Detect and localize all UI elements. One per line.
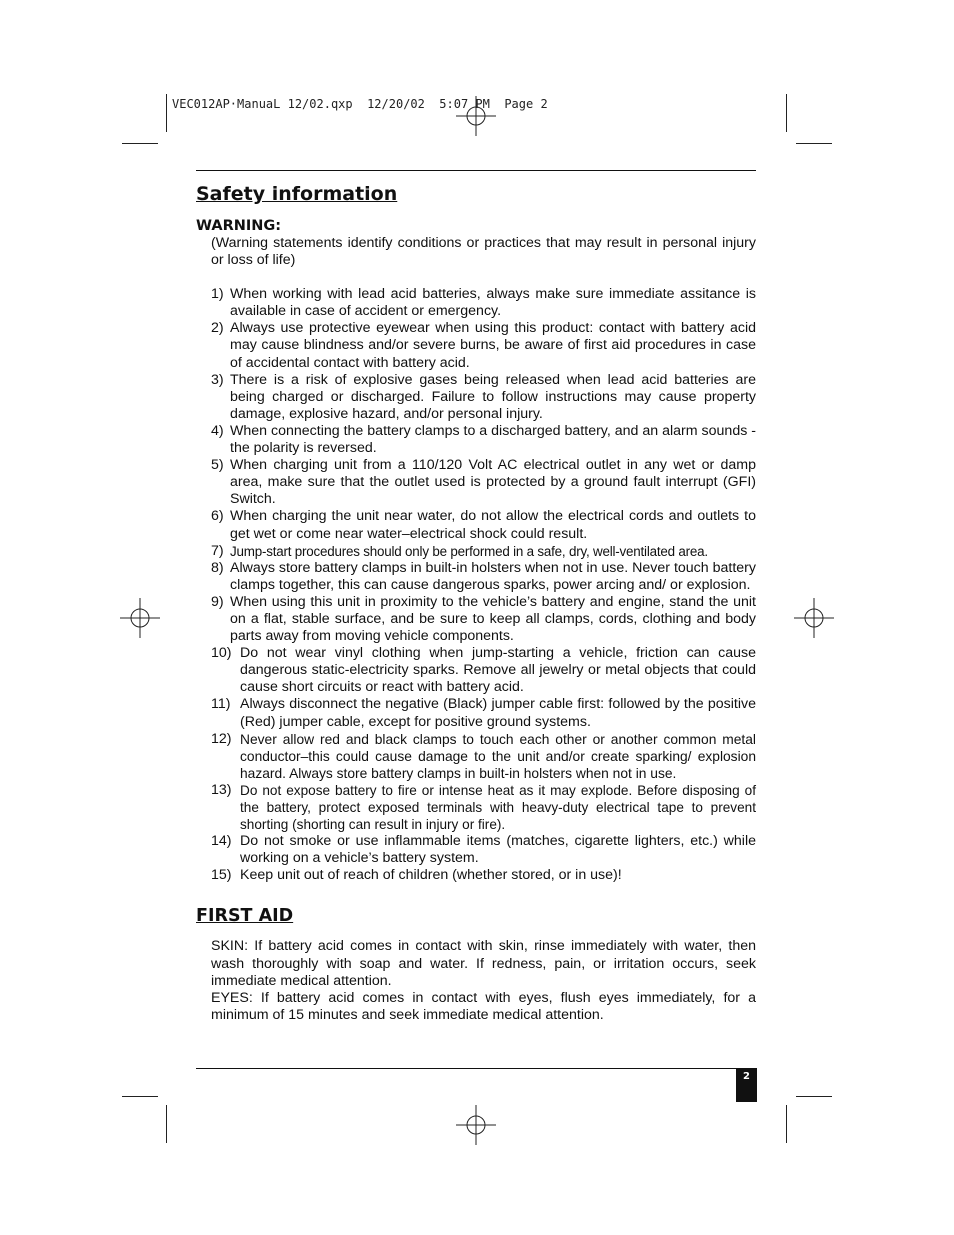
crop-mark xyxy=(166,1105,167,1143)
item-number: 15) xyxy=(211,867,232,884)
crop-mark xyxy=(122,1096,158,1097)
item-number: 11) xyxy=(211,696,231,713)
item-text: When connecting the battery clamps to a discharged battery, and an alarm sounds - the polarity is reversed. xyxy=(230,422,756,457)
list-item xyxy=(211,696,756,730)
item-text: Jump-start procedures should only be performed in a safe, dry, well-ventilated area. xyxy=(230,543,708,559)
item-number: 10) xyxy=(211,645,232,662)
item-number: 4) xyxy=(211,422,224,439)
printer-slug: VEC012AP·ManuaL 12/02.qxp 12/20/02 5:07 PM Page 2 xyxy=(172,97,548,111)
list-item xyxy=(211,320,756,371)
list-item xyxy=(211,782,756,833)
crop-mark xyxy=(796,143,832,144)
item-text: Always disconnect the negative (Black) jumper cable first: followed by the positive (Red) jumper cable, except for positive ground systems. xyxy=(240,696,756,730)
warning-label: WARNING: xyxy=(196,218,282,234)
list-item xyxy=(211,867,756,884)
item-number: 9) xyxy=(211,593,224,610)
item-number: 5) xyxy=(211,457,224,474)
item-text: There is a risk of explosive gases being released when lead acid batteries are being charged or discharged. Failure to follow instructions may cause property damage, explosive hazard, and/or personal injury. xyxy=(230,371,756,422)
item-text: Always use protective eyewear when using this product: contact with battery acid may cause blindness and/or severe burns, be aware of first aid procedures in case of accidental contact with battery acid. xyxy=(230,320,756,371)
list-item xyxy=(211,833,756,867)
section-title-first-aid: FIRST AID xyxy=(196,906,294,927)
item-text: When using this unit in proximity to the vehicle’s battery and engine, stand the unit on a flat, stable surface, and be sure to keep all clamps, cords, clothing and body parts away from moving vehicle components. xyxy=(230,593,756,645)
item-number: 12) xyxy=(211,730,232,747)
item-number: 13) xyxy=(211,781,232,798)
registration-mark-icon xyxy=(456,96,496,136)
first-aid-block xyxy=(196,938,756,1023)
crop-mark xyxy=(786,94,787,132)
first-aid-skin: SKIN: If battery acid comes in contact with skin, rinse immediately with water, then wash thoroughly with soap and water. If redness, pain, or irritation occurs, seek immediate medical attention. xyxy=(211,938,756,989)
warning-intro: (Warning statements identify conditions or practices that may result in personal injury or loss of life) xyxy=(211,235,756,269)
item-text: Never allow red and black clamps to touch each other or another common metal conductor–this could cause damage to the unit and/or create sparking/ explosion hazard. Always store battery clamps in built-in holsters when not in use. xyxy=(240,731,756,781)
list-item xyxy=(211,543,756,560)
registration-mark-icon xyxy=(120,598,160,638)
item-number: 7) xyxy=(211,542,224,559)
item-text: When working with lead acid batteries, always make sure immediate assitance is available in case of accident or emergency. xyxy=(230,286,756,320)
list-item xyxy=(211,731,756,782)
item-text: When charging unit from a 110/120 Volt AC electrical outlet in any wet or damp area, make sure that the outlet used is protected by a ground fault interrupt (GFI) Switch. xyxy=(230,457,756,508)
list-item xyxy=(211,286,756,320)
list-item xyxy=(211,423,756,457)
warning-block xyxy=(196,235,756,884)
page-number: 2 xyxy=(736,1068,757,1102)
list-item xyxy=(211,560,756,594)
top-rule xyxy=(196,170,756,171)
item-text: Always store battery clamps in built-in holsters when not in use. Never touch battery clamps together, this can cause dangerous sparks, power arcing and/ or explosion. xyxy=(230,559,756,593)
item-text: Do not expose battery to fire or intense heat as it may explode. Before disposing of the battery, protect exposed terminals with heavy-duty electrical tape to prevent shorting (shorting can result in injury or fire). xyxy=(240,782,756,833)
page-content xyxy=(196,180,756,1024)
registration-mark-icon xyxy=(456,1105,496,1145)
bottom-rule xyxy=(196,1068,756,1069)
item-number: 1) xyxy=(211,286,224,303)
crop-mark xyxy=(166,94,167,132)
item-number: 2) xyxy=(211,320,224,337)
list-item xyxy=(211,508,756,542)
item-text: When charging the unit near water, do not allow the electrical cords and outlets to get wet or come near water–electrical shock could result. xyxy=(230,508,756,542)
list-item xyxy=(211,372,756,423)
item-number: 6) xyxy=(211,508,224,525)
registration-mark-icon xyxy=(794,598,834,638)
item-text: Do not smoke or use inflammable items (matches, cigarette lighters, etc.) while working on a vehicle’s battery system. xyxy=(240,833,756,867)
crop-mark xyxy=(786,1105,787,1143)
first-aid-eyes: EYES: If battery acid comes in contact with eyes, flush eyes immediately, for a minimum of 15 minutes and seek immediate medical attention. xyxy=(211,989,756,1023)
item-number: 8) xyxy=(211,559,224,576)
list-item xyxy=(211,457,756,508)
section-title-safety: Safety information xyxy=(196,183,398,205)
crop-mark xyxy=(796,1096,832,1097)
item-number: 3) xyxy=(211,371,224,388)
list-item xyxy=(211,645,756,696)
item-text: Keep unit out of reach of children (whether stored, or in use)! xyxy=(240,867,622,884)
list-item xyxy=(211,594,756,645)
item-number: 14) xyxy=(211,833,232,850)
item-text: Do not wear vinyl clothing when jump-starting a vehicle, friction can cause dangerous static-electricity sparks. Remove all jewelry or metal objects that could cause short circuits or react with battery acid. xyxy=(240,645,756,696)
crop-mark xyxy=(122,143,158,144)
